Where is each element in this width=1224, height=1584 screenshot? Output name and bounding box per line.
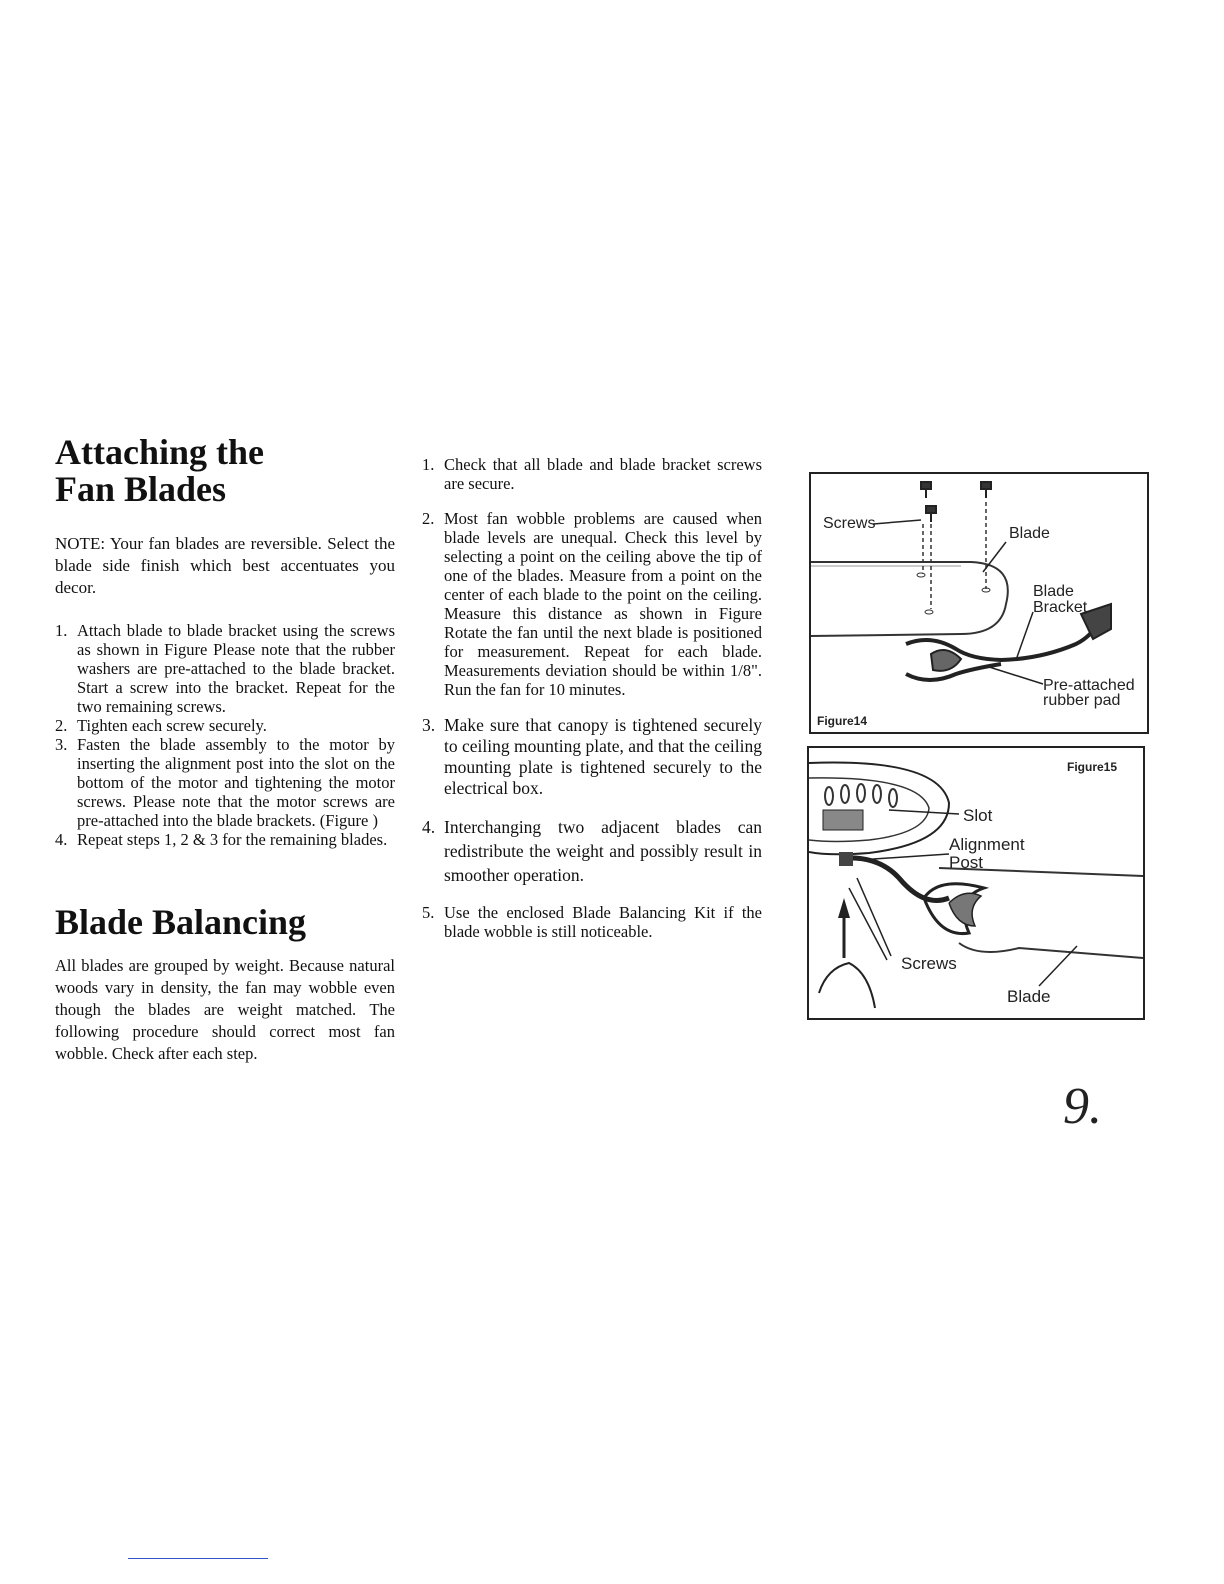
attach-step-1: 1. Attach blade to blade bracket using the screws as shown in Figure Please note that the rubber washers are pre-attached to the blade bracket. Start a screw into the bracket. Repeat for the two remaining screws. — [55, 621, 395, 716]
fig15-label-screws: Screws — [901, 954, 957, 973]
figure-15-drawing — [809, 748, 1143, 1018]
section-attaching-blades — [55, 434, 395, 849]
fig14-label-blade: Blade — [1009, 525, 1050, 542]
balancing-intro: All blades are grouped by weight. Because natural woods vary in density, the fan may wobble even though the blades are weight matched. The following procedure should correct most fan wobble. Check after each step. — [55, 956, 395, 1063]
balance-step-3: 3. Make sure that canopy is tightened securely to ceiling mounting plate, and that the ceiling mounting plate is tightened securely to the electrical box. — [422, 715, 762, 798]
footer-rule — [128, 1558, 268, 1559]
page-number: 9. — [1063, 1078, 1102, 1135]
balance-step-4: 4. Interchanging two adjacent blades can redistribute the weight and possibly result in smoother operation. — [422, 817, 762, 885]
balance-step-2: 2. Most fan wobble problems are caused when blade levels are unequal. Check this level by selecting a point on the ceiling above the tip of one of the blades. Measure from a point on the center of each blade to the point on the ceiling. Measure this distance as shown in Figure Rotate the fan until the next blade is positioned for measurement. Repeat for each blade. Measurements deviation should be within 1/8". Run the fan for 10 minutes. — [422, 509, 762, 699]
fig14-label-pad: Pre-attached rubber pad — [1043, 677, 1135, 709]
attach-step-3: 3. Fasten the blade assembly to the motor by inserting the alignment post into the slot on the bottom of the motor and tightening the motor screws. Please note that the motor screws are pre-attached into the blade brackets. (Figure ) — [55, 735, 395, 830]
section-blade-balancing — [55, 904, 395, 1065]
attach-steps-list — [55, 621, 395, 849]
balance-step-1: 1. Check that all blade and blade bracket screws are secure. — [422, 455, 762, 493]
balancing-steps-list — [422, 455, 762, 941]
figure-14 — [809, 472, 1149, 734]
attach-step-2: 2. Tighten each screw securely. — [55, 716, 267, 735]
fig14-label-screws: Screws — [823, 515, 876, 532]
fig15-label-slot: Slot — [963, 806, 993, 825]
title-line-2: Fan Blades — [55, 469, 227, 509]
attach-step-4: 4. Repeat steps 1, 2 & 3 for the remaining blades. — [55, 830, 388, 849]
balancing-steps — [422, 455, 762, 957]
fig15-label-blade: Blade — [1007, 987, 1051, 1006]
section-title-balancing: Blade Balancing — [55, 902, 307, 942]
note-paragraph: NOTE: Your fan blades are reversible. Select the blade side finish which best accentuates you decor. — [55, 534, 395, 597]
title-line-1: Attaching the — [55, 432, 264, 472]
section-title-attaching — [55, 434, 395, 508]
fig14-label-bracket: Blade Bracket — [1033, 583, 1088, 616]
figure-15-tag: Figure15 — [1067, 760, 1118, 774]
figure-14-tag: Figure14 — [817, 714, 868, 728]
figure-15 — [807, 746, 1145, 1020]
fig15-label-alignment-post: Alignment Post — [949, 835, 1025, 872]
balance-step-5: 5. Use the enclosed Blade Balancing Kit if the blade wobble is still noticeable. — [422, 903, 762, 941]
